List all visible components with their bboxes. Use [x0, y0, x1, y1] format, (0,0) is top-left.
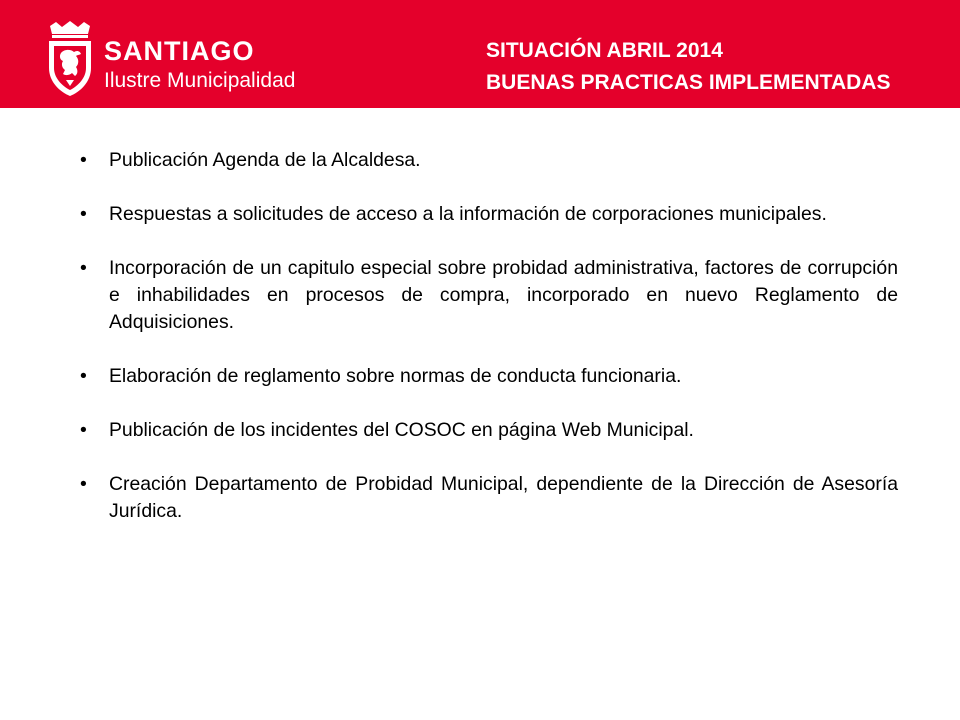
header-banner: [0, 0, 960, 108]
list-item-text: Elaboración de reglamento sobre normas de conducta funcionaria.: [109, 365, 682, 387]
page-title: [486, 35, 890, 99]
list-item-text: Publicación Agenda de la Alcaldesa.: [109, 149, 421, 171]
bullet-marker: •: [80, 473, 87, 495]
bullet-marker: •: [80, 419, 87, 441]
list-item: [80, 363, 898, 390]
logo-name: SANTIAGO: [104, 36, 255, 66]
list-item-text: Respuestas a solicitudes de acceso a la información de corporaciones municipales.: [109, 203, 827, 225]
list-item: [80, 417, 898, 444]
bullet-marker: •: [80, 203, 87, 225]
logo-subtitle: Ilustre Municipalidad: [104, 69, 296, 92]
list-item: [80, 147, 898, 174]
santiago-logo: [44, 20, 334, 100]
list-item: [80, 255, 898, 336]
bullet-list-container: [80, 147, 898, 552]
list-item-text: Publicación de los incidentes del COSOC en página Web Municipal.: [109, 419, 694, 441]
santiago-crest-icon: [44, 20, 96, 98]
bullet-marker: •: [80, 257, 87, 279]
title-line-1: SITUACIÓN ABRIL 2014: [486, 39, 723, 62]
list-item-text: Creación Departamento de Probidad Municipal, dependiente de la Dirección de Asesoría Jurídica.: [109, 473, 898, 522]
list-item: [80, 471, 898, 525]
title-line-2: BUENAS PRACTICAS IMPLEMENTADAS: [486, 71, 891, 94]
list-item-text: Incorporación de un capitulo especial sobre probidad administrativa, factores de corrupción e inhabilidades en procesos de compra, incorporado en nuevo Reglamento de Adquisiciones.: [109, 257, 898, 333]
bullet-marker: •: [80, 149, 87, 171]
bullet-marker: •: [80, 365, 87, 387]
list-item: [80, 201, 898, 228]
bullet-list: [80, 147, 898, 525]
